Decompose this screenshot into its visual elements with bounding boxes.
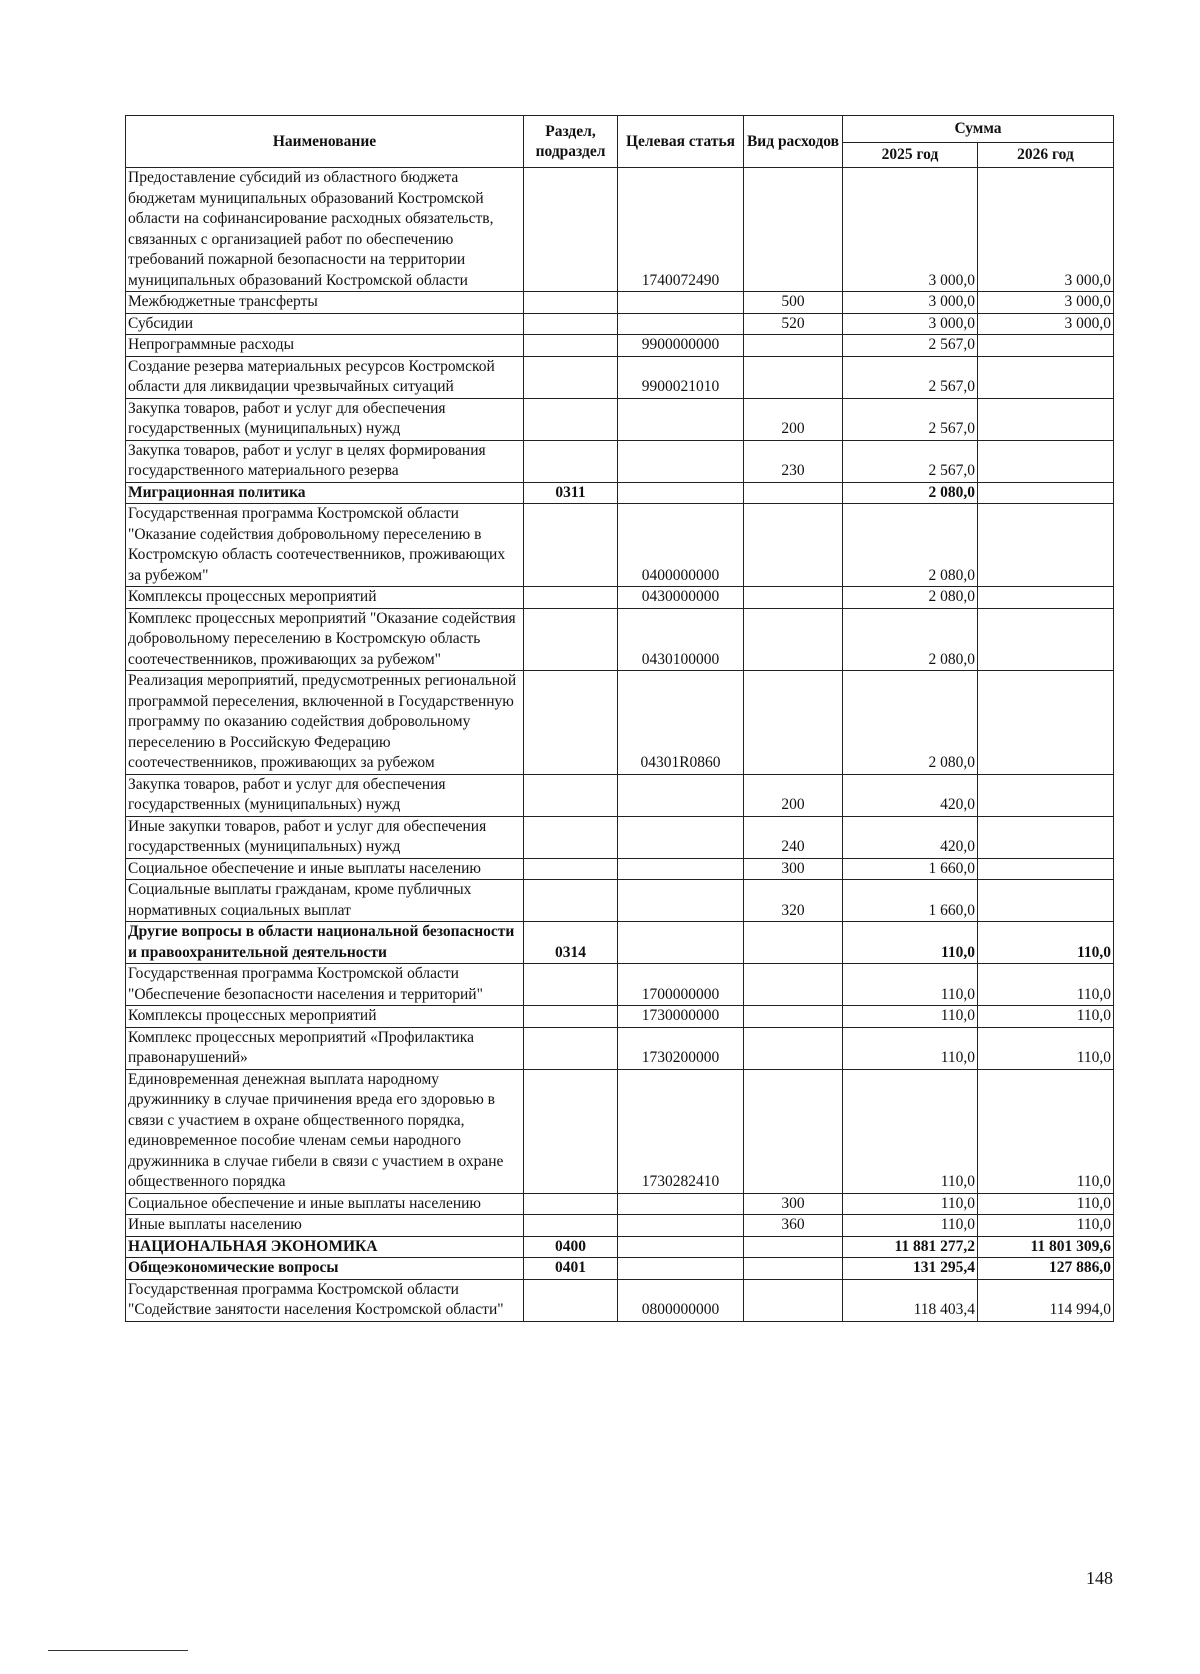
cell-target: 1730200000 (618, 1027, 744, 1069)
table-body (126, 168, 1114, 1322)
cell-name: Единовременная денежная выплата народному дружиннику в случае причинения вреда его здоровью в связи с участием в охране общественного порядка, единовременное пособие членам семьи народного дружинника в случае гибели в связи с участием в охране общественного порядка (126, 1069, 524, 1193)
cell-type (744, 356, 843, 398)
cell-2026 (978, 587, 1114, 609)
table-row (126, 482, 1114, 504)
table-row (126, 1258, 1114, 1280)
cell-2026: 110,0 (978, 1215, 1114, 1237)
table-row (126, 608, 1114, 671)
cell-section (524, 335, 618, 357)
table-row (126, 292, 1114, 314)
cell-type: 200 (744, 774, 843, 816)
cell-2025: 1 660,0 (843, 880, 978, 922)
cell-name: Социальное обеспечение и иные выплаты населению (126, 858, 524, 880)
cell-target: 9900021010 (618, 356, 744, 398)
cell-section (524, 440, 618, 482)
cell-target (618, 774, 744, 816)
cell-section (524, 398, 618, 440)
table-row (126, 1069, 1114, 1193)
table-row (126, 774, 1114, 816)
table-row (126, 356, 1114, 398)
cell-type (744, 1279, 843, 1321)
cell-section (524, 1215, 618, 1237)
table-row (126, 398, 1114, 440)
cell-section (524, 356, 618, 398)
cell-2025: 3 000,0 (843, 313, 978, 335)
cell-2026: 110,0 (978, 964, 1114, 1006)
cell-2025: 131 295,4 (843, 1258, 978, 1280)
cell-section (524, 1069, 618, 1193)
table-row (126, 1236, 1114, 1258)
cell-2025: 420,0 (843, 774, 978, 816)
cell-name: Социальное обеспечение и иные выплаты населению (126, 1193, 524, 1215)
cell-2026 (978, 482, 1114, 504)
table-row (126, 335, 1114, 357)
cell-2025: 1 660,0 (843, 858, 978, 880)
table-row (126, 816, 1114, 858)
cell-2025: 11 881 277,2 (843, 1236, 978, 1258)
cell-type: 200 (744, 398, 843, 440)
cell-target (618, 398, 744, 440)
cell-section (524, 587, 618, 609)
header-sum: Сумма (843, 116, 1114, 143)
cell-2026 (978, 335, 1114, 357)
budget-table (125, 115, 1114, 1322)
cell-2025: 110,0 (843, 1193, 978, 1215)
cell-name: Государственная программа Костромской области "Обеспечение безопасности населения и территорий" (126, 964, 524, 1006)
cell-name: Непрограммные расходы (126, 335, 524, 357)
table-row (126, 858, 1114, 880)
cell-section: 0400 (524, 1236, 618, 1258)
cell-type (744, 964, 843, 1006)
cell-2026: 110,0 (978, 922, 1114, 964)
cell-name: Социальные выплаты гражданам, кроме публичных нормативных социальных выплат (126, 880, 524, 922)
cell-target: 9900000000 (618, 335, 744, 357)
cell-target: 1730000000 (618, 1006, 744, 1028)
cell-name: Другие вопросы в области национальной безопасности и правоохранительной деятельности (126, 922, 524, 964)
cell-section: 0311 (524, 482, 618, 504)
cell-type (744, 671, 843, 775)
cell-type (744, 482, 843, 504)
table-row (126, 504, 1114, 587)
cell-target: 0430000000 (618, 587, 744, 609)
table-row (126, 671, 1114, 775)
cell-name: Закупка товаров, работ и услуг для обеспечения государственных (муниципальных) нужд (126, 774, 524, 816)
cell-section (524, 880, 618, 922)
table-row (126, 1027, 1114, 1069)
cell-target: 04301R0860 (618, 671, 744, 775)
cell-2025: 110,0 (843, 922, 978, 964)
cell-name: Комплекс процессных мероприятий «Профилактика правонарушений» (126, 1027, 524, 1069)
cell-2026: 127 886,0 (978, 1258, 1114, 1280)
header-type: Вид расходов (744, 116, 843, 168)
cell-2026 (978, 858, 1114, 880)
cell-name: Государственная программа Костромской области "Оказание содействия добровольному переселению в Костромскую область соотечественников, проживающих за рубежом" (126, 504, 524, 587)
cell-2025: 110,0 (843, 1069, 978, 1193)
cell-type: 360 (744, 1215, 843, 1237)
cell-2025: 2 080,0 (843, 608, 978, 671)
cell-type: 300 (744, 858, 843, 880)
cell-name: Общеэкономические вопросы (126, 1258, 524, 1280)
cell-name: Реализация мероприятий, предусмотренных региональной программой переселения, включенной в Государственную программу по оказанию содействия добровольному переселению в Российскую Федерацию соотечественников, проживающих за рубежом (126, 671, 524, 775)
cell-name: Иные выплаты населению (126, 1215, 524, 1237)
cell-target (618, 1193, 744, 1215)
cell-target: 0430100000 (618, 608, 744, 671)
cell-section (524, 858, 618, 880)
table-row (126, 922, 1114, 964)
cell-2026 (978, 356, 1114, 398)
cell-2026: 110,0 (978, 1027, 1114, 1069)
cell-2026 (978, 816, 1114, 858)
cell-2025: 420,0 (843, 816, 978, 858)
cell-section (524, 671, 618, 775)
cell-section (524, 1193, 618, 1215)
header-year-2026: 2026 год (978, 143, 1114, 168)
cell-name: Предоставление субсидий из областного бюджета бюджетам муниципальных образований Костромской области на софинансирование расходных обязательств, связанных с организацией работ по обеспечению требований пожарной безопасности на территории муниципальных образований Костромской области (126, 168, 524, 292)
cell-section (524, 1027, 618, 1069)
cell-2025: 2 567,0 (843, 356, 978, 398)
cell-section (524, 774, 618, 816)
cell-target (618, 482, 744, 504)
cell-2026: 110,0 (978, 1193, 1114, 1215)
table-row (126, 1215, 1114, 1237)
table-row (126, 587, 1114, 609)
cell-2025: 118 403,4 (843, 1279, 978, 1321)
header-target: Целевая статья (618, 116, 744, 168)
cell-name: Субсидии (126, 313, 524, 335)
cell-section (524, 313, 618, 335)
cell-type: 300 (744, 1193, 843, 1215)
cell-target (618, 1236, 744, 1258)
cell-target: 1700000000 (618, 964, 744, 1006)
cell-2026 (978, 671, 1114, 775)
header-section: Раздел, подраздел (524, 116, 618, 168)
table-row (126, 1193, 1114, 1215)
cell-2026 (978, 774, 1114, 816)
table-row (126, 964, 1114, 1006)
cell-target (618, 922, 744, 964)
cell-section: 0401 (524, 1258, 618, 1280)
cell-target (618, 1215, 744, 1237)
cell-section: 0314 (524, 922, 618, 964)
cell-2026: 11 801 309,6 (978, 1236, 1114, 1258)
cell-target: 1740072490 (618, 168, 744, 292)
cell-section (524, 504, 618, 587)
cell-2025: 3 000,0 (843, 292, 978, 314)
cell-type (744, 587, 843, 609)
table-row (126, 1279, 1114, 1321)
cell-type (744, 1027, 843, 1069)
cell-name: Государственная программа Костромской области "Содействие занятости населения Костромской области" (126, 1279, 524, 1321)
cell-target: 0400000000 (618, 504, 744, 587)
cell-section (524, 816, 618, 858)
cell-type: 320 (744, 880, 843, 922)
cell-2025: 110,0 (843, 1215, 978, 1237)
cell-2025: 2 080,0 (843, 504, 978, 587)
cell-section (524, 964, 618, 1006)
cell-target (618, 313, 744, 335)
table-row (126, 1006, 1114, 1028)
table-header (126, 116, 1114, 168)
cell-type (744, 504, 843, 587)
cell-2025: 2 080,0 (843, 587, 978, 609)
header-year-2025: 2025 год (843, 143, 978, 168)
cell-target: 0800000000 (618, 1279, 744, 1321)
cell-2026: 114 994,0 (978, 1279, 1114, 1321)
cell-name: Комплексы процессных мероприятий (126, 1006, 524, 1028)
footnote-divider (48, 1650, 188, 1651)
cell-name: Создание резерва материальных ресурсов Костромской области для ликвидации чрезвычайных ситуаций (126, 356, 524, 398)
cell-type (744, 168, 843, 292)
cell-2026 (978, 608, 1114, 671)
cell-type: 500 (744, 292, 843, 314)
cell-2026 (978, 440, 1114, 482)
cell-type: 230 (744, 440, 843, 482)
cell-section (524, 168, 618, 292)
cell-type (744, 1258, 843, 1280)
cell-type (744, 1069, 843, 1193)
cell-section (524, 1279, 618, 1321)
cell-2025: 110,0 (843, 964, 978, 1006)
cell-2026: 3 000,0 (978, 313, 1114, 335)
cell-name: Комплекс процессных мероприятий "Оказание содействия добровольному переселению в Костромскую область соотечественников, проживающих за рубежом" (126, 608, 524, 671)
cell-name: Закупка товаров, работ и услуг для обеспечения государственных (муниципальных) нужд (126, 398, 524, 440)
cell-2026: 110,0 (978, 1006, 1114, 1028)
cell-name: Комплексы процессных мероприятий (126, 587, 524, 609)
cell-2025: 110,0 (843, 1027, 978, 1069)
cell-section (524, 292, 618, 314)
header-name: Наименование (126, 116, 524, 168)
cell-type: 240 (744, 816, 843, 858)
cell-type (744, 1006, 843, 1028)
cell-2026 (978, 504, 1114, 587)
cell-target (618, 816, 744, 858)
cell-2026: 3 000,0 (978, 292, 1114, 314)
cell-section (524, 608, 618, 671)
cell-2025: 2 080,0 (843, 482, 978, 504)
cell-type (744, 335, 843, 357)
cell-name: Межбюджетные трансферты (126, 292, 524, 314)
cell-type (744, 1236, 843, 1258)
cell-name: Иные закупки товаров, работ и услуг для обеспечения государственных (муниципальных) нужд (126, 816, 524, 858)
cell-target (618, 880, 744, 922)
cell-target (618, 1258, 744, 1280)
cell-2025: 110,0 (843, 1006, 978, 1028)
cell-name: Закупка товаров, работ и услуг в целях формирования государственного материального резерва (126, 440, 524, 482)
cell-name: Миграционная политика (126, 482, 524, 504)
cell-2025: 3 000,0 (843, 168, 978, 292)
cell-section (524, 1006, 618, 1028)
table-row (126, 313, 1114, 335)
cell-2025: 2 567,0 (843, 440, 978, 482)
table-row (126, 440, 1114, 482)
cell-type (744, 922, 843, 964)
cell-target (618, 292, 744, 314)
page-number: 148 (1086, 1568, 1113, 1588)
cell-2026: 3 000,0 (978, 168, 1114, 292)
cell-target (618, 858, 744, 880)
cell-2025: 2 567,0 (843, 335, 978, 357)
cell-name: НАЦИОНАЛЬНАЯ ЭКОНОМИКА (126, 1236, 524, 1258)
table-row (126, 168, 1114, 292)
cell-target: 1730282410 (618, 1069, 744, 1193)
cell-2026 (978, 880, 1114, 922)
cell-2025: 2 080,0 (843, 671, 978, 775)
cell-type: 520 (744, 313, 843, 335)
cell-2026 (978, 398, 1114, 440)
cell-target (618, 440, 744, 482)
table-row (126, 880, 1114, 922)
cell-2026: 110,0 (978, 1069, 1114, 1193)
cell-type (744, 608, 843, 671)
cell-2025: 2 567,0 (843, 398, 978, 440)
